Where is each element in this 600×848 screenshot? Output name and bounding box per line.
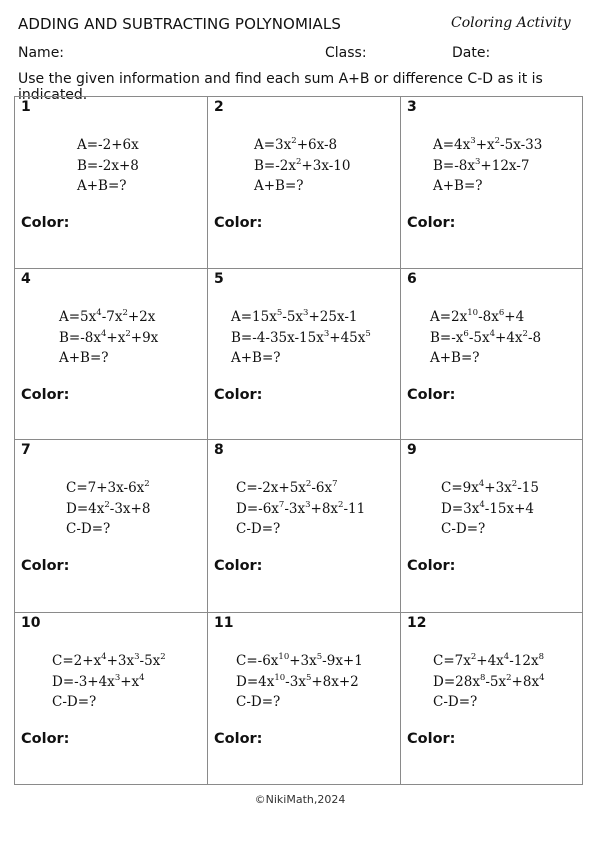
term: C=7+3x-6x [66, 480, 145, 496]
equation-line [236, 692, 363, 713]
exponent: 4 [101, 328, 107, 339]
equation-line [254, 135, 350, 156]
equation-block [59, 307, 158, 369]
problem-grid [14, 96, 583, 785]
equation-line [433, 651, 544, 672]
problem-number: 12 [407, 615, 427, 631]
exponent: 8 [479, 672, 486, 683]
term: C-D=? [66, 521, 111, 537]
term: +8x [310, 500, 339, 517]
equation-line [66, 478, 150, 499]
equation-line [441, 519, 539, 540]
equation-line [430, 348, 541, 369]
term: A+B=? [430, 350, 480, 366]
problem-number: 2 [214, 99, 224, 115]
problem-cell-12 [401, 613, 582, 784]
term: +9x [130, 329, 159, 346]
problem-cell-9 [401, 440, 582, 613]
equation-line [236, 651, 363, 672]
term: +6x-8 [296, 137, 338, 153]
term: -5x [139, 653, 161, 669]
term: +25x-1 [308, 309, 358, 325]
exponent: 5 [365, 328, 371, 339]
color-label: Color: [21, 215, 70, 231]
term: C-D=? [52, 694, 97, 710]
exponent: 2 [494, 136, 501, 146]
problem-cell-10 [15, 613, 208, 784]
term: +8x [511, 673, 540, 690]
term: A=-2+6x [77, 137, 139, 153]
exponent: 4 [479, 499, 485, 510]
equation-block [231, 307, 371, 369]
term: A=2x [430, 309, 468, 325]
term: -7x [101, 309, 123, 325]
exponent: 2 [125, 328, 131, 339]
term: -5x [282, 309, 304, 325]
exponent: 4 [96, 308, 102, 318]
color-label: Color: [21, 558, 70, 574]
exponent: 6 [498, 308, 505, 318]
term: +4x [476, 653, 504, 669]
exponent: 2 [305, 479, 312, 489]
term: +4x [495, 329, 523, 346]
color-label: Color: [407, 731, 456, 747]
term: -12x [509, 653, 539, 669]
equation-block [66, 478, 150, 540]
term: D=-3+4x [52, 673, 115, 690]
exponent: 3 [305, 499, 311, 510]
term: -3x+8 [109, 500, 151, 517]
name-label: Name: [18, 45, 65, 61]
class-label: Class: [325, 45, 367, 61]
exponent: 2 [470, 652, 477, 662]
equation-line [59, 328, 158, 349]
equation-line [441, 499, 539, 520]
equation-block [77, 135, 139, 197]
term: +3x-10 [301, 157, 351, 174]
equation-line [236, 519, 365, 540]
equation-line [231, 348, 371, 369]
problem-cell-4 [15, 269, 208, 440]
term: B=-x [430, 329, 464, 346]
term: +45x [329, 329, 366, 346]
exponent: 2 [506, 672, 512, 683]
term: -15x+4 [484, 500, 535, 517]
exponent: 3 [470, 136, 476, 146]
exponent: 4 [139, 672, 145, 683]
color-label: Color: [21, 387, 70, 403]
term: -5x [468, 329, 490, 346]
equation-line [231, 328, 371, 349]
term: C-D=? [441, 521, 486, 537]
equation-line [77, 176, 139, 197]
term: -3x [285, 673, 306, 690]
term: C-D=? [433, 694, 478, 710]
problem-number: 5 [214, 271, 224, 287]
equation-line [254, 156, 350, 177]
exponent: 2 [160, 652, 166, 662]
equation-line [66, 499, 150, 520]
problem-number: 4 [21, 271, 31, 287]
problem-number: 3 [407, 99, 417, 115]
equation-line [77, 156, 139, 177]
exponent: 8 [538, 652, 544, 662]
equation-line [254, 176, 350, 197]
exponent: 3 [303, 308, 309, 318]
exponent: 7 [278, 499, 285, 510]
term: D=28x [433, 673, 480, 690]
term: -8x [478, 309, 499, 325]
equation-block [236, 651, 363, 713]
exponent: 5 [316, 652, 323, 662]
term: +x [106, 329, 126, 346]
problem-cell-3 [401, 97, 582, 269]
term: D=-6x [236, 500, 279, 517]
equation-line [236, 672, 363, 693]
problem-cell-8 [208, 440, 401, 613]
term: -11 [343, 500, 366, 517]
problem-cell-1 [15, 97, 208, 269]
problem-cell-7 [15, 440, 208, 613]
term: +4 [504, 309, 525, 325]
worksheet-title: ADDING AND SUBTRACTING POLYNOMIALS [18, 15, 341, 33]
term: -9x+1 [322, 653, 363, 669]
term: A+B=? [433, 178, 483, 194]
problem-cell-5 [208, 269, 401, 440]
equation-line [59, 348, 158, 369]
exponent: 2 [291, 136, 297, 146]
term: -5x [485, 673, 507, 690]
exponent: 7 [332, 479, 338, 489]
exponent: 4 [101, 652, 107, 662]
equation-block [441, 478, 539, 540]
exponent: 2 [296, 156, 302, 167]
instructions: Use the given information and find each sum A+B or difference C-D as it is indicated. [18, 71, 543, 103]
exponent: 2 [122, 308, 128, 318]
term: A=5x [59, 309, 97, 325]
term: B=-2x+8 [77, 157, 139, 174]
term: -3x [284, 500, 306, 517]
term: +3x [106, 653, 135, 669]
term: +3x [484, 480, 512, 496]
problem-number: 10 [21, 615, 41, 631]
problem-number: 1 [21, 99, 31, 115]
equation-block [254, 135, 350, 197]
color-label: Color: [407, 215, 456, 231]
color-label: Color: [21, 731, 70, 747]
exponent: 4 [539, 672, 545, 683]
exponent: 5 [276, 308, 283, 318]
problem-number: 7 [21, 442, 31, 458]
term: +x [120, 673, 140, 690]
equation-line [236, 499, 365, 520]
term: +12x-7 [480, 157, 530, 174]
term: C=-2x+5x [236, 480, 306, 496]
exponent: 2 [511, 479, 518, 489]
term: D=4x [66, 500, 105, 517]
term: B=-2x [254, 157, 296, 174]
exponent: 5 [305, 672, 312, 683]
term: -15 [517, 480, 539, 496]
date-label: Date: [452, 45, 491, 61]
term: +x [475, 137, 495, 153]
equation-block [433, 135, 542, 197]
equation-line [52, 651, 166, 672]
term: C=-6x [236, 653, 279, 669]
exponent: 2 [338, 499, 344, 510]
exponent: 3 [114, 672, 121, 683]
equation-line [77, 135, 139, 156]
copyright-footer: ©NikiMath,2024 [254, 793, 346, 806]
equation-line [430, 328, 541, 349]
term: C=7x [433, 653, 471, 669]
term: B=-4-35x-15x [231, 329, 324, 346]
term: A=4x [433, 137, 471, 153]
color-label: Color: [407, 387, 456, 403]
exponent: 3 [134, 652, 140, 662]
term: B=-8x [433, 157, 475, 174]
exponent: 4 [478, 479, 485, 489]
equation-line [66, 519, 150, 540]
term: +3x [289, 653, 317, 669]
equation-block [430, 307, 541, 369]
equation-block [52, 651, 166, 713]
term: A+B=? [254, 178, 304, 194]
term: D=4x [236, 673, 275, 690]
exponent: 10 [274, 672, 286, 683]
exponent: 6 [463, 328, 469, 339]
term: C=9x [441, 480, 479, 496]
term: A+B=? [59, 350, 109, 366]
term: -6x [311, 480, 333, 496]
problem-number: 9 [407, 442, 417, 458]
equation-line [433, 176, 542, 197]
exponent: 10 [278, 652, 290, 662]
color-label: Color: [407, 558, 456, 574]
exponent: 4 [489, 328, 496, 339]
problem-cell-6 [401, 269, 582, 440]
problem-cell-11 [208, 613, 401, 784]
equation-line [52, 692, 166, 713]
equation-line [433, 672, 544, 693]
equation-line [430, 307, 541, 328]
term: B=-8x [59, 329, 101, 346]
term: D=3x [441, 500, 480, 517]
exponent: 2 [144, 479, 150, 489]
color-label: Color: [214, 558, 263, 574]
exponent: 4 [503, 652, 510, 662]
problem-number: 8 [214, 442, 224, 458]
term: A+B=? [77, 178, 127, 194]
color-label: Color: [214, 387, 263, 403]
exponent: 3 [475, 156, 481, 167]
term: C-D=? [236, 694, 281, 710]
term: A=3x [254, 137, 292, 153]
equation-line [441, 478, 539, 499]
activity-subtitle: Coloring Activity [451, 15, 571, 31]
problem-number: 11 [214, 615, 234, 631]
equation-line [231, 307, 371, 328]
term: +8x+2 [311, 673, 359, 690]
term: -8 [527, 329, 542, 346]
term: A=15x [231, 309, 277, 325]
equation-block [236, 478, 365, 540]
equation-line [59, 307, 158, 328]
equation-line [433, 135, 542, 156]
exponent: 3 [323, 328, 330, 339]
color-label: Color: [214, 731, 263, 747]
term: -5x-33 [500, 137, 543, 153]
term: C=2+x [52, 653, 102, 669]
exponent: 2 [522, 328, 528, 339]
term: +2x [127, 309, 156, 325]
equation-line [236, 478, 365, 499]
term: A+B=? [231, 350, 281, 366]
equation-block [433, 651, 544, 713]
problem-number: 6 [407, 271, 417, 287]
color-label: Color: [214, 215, 263, 231]
equation-line [52, 672, 166, 693]
equation-line [433, 692, 544, 713]
exponent: 10 [467, 308, 479, 318]
problem-cell-2 [208, 97, 401, 269]
term: C-D=? [236, 521, 281, 537]
exponent: 2 [104, 499, 110, 510]
equation-line [433, 156, 542, 177]
